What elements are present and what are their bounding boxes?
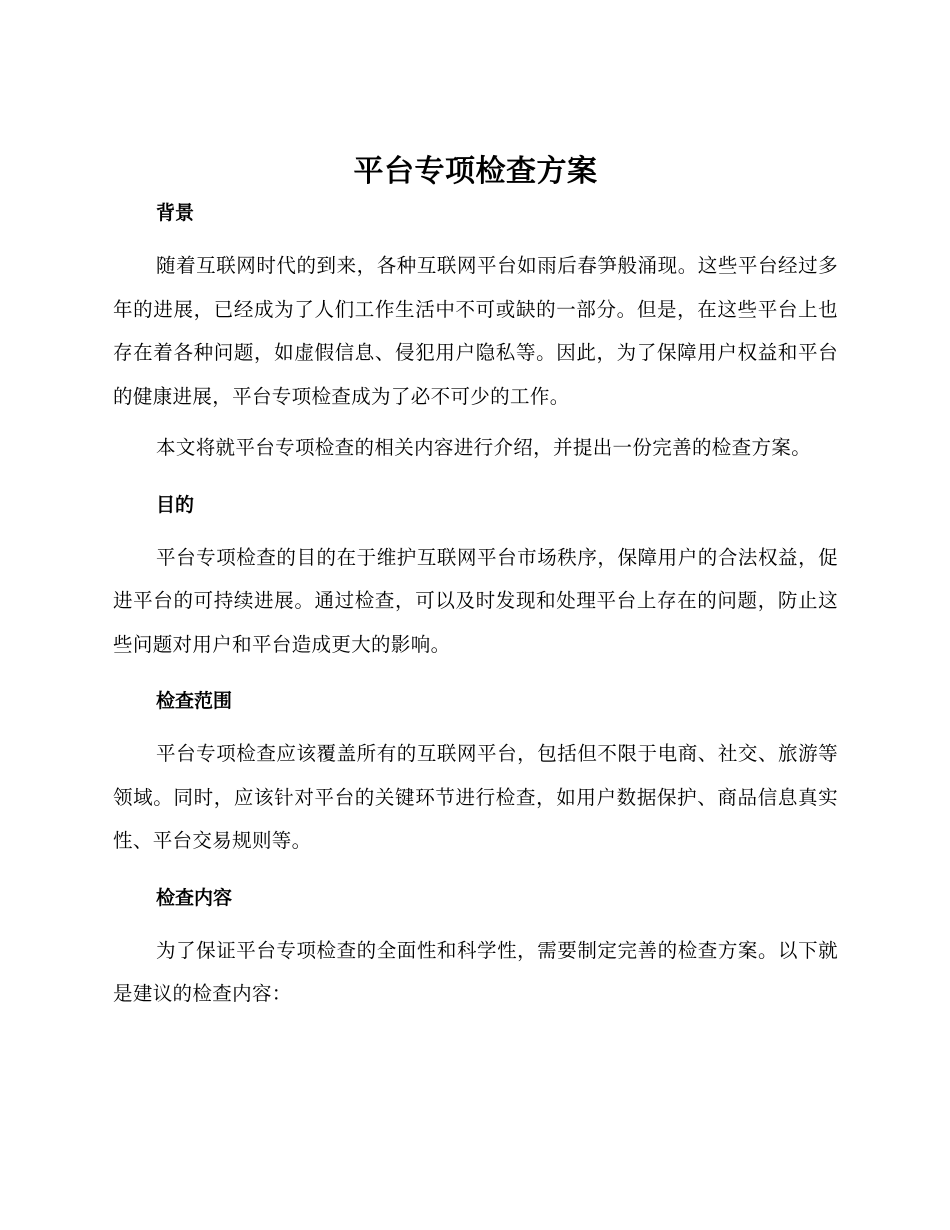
document-page <box>113 148 838 1024</box>
section-heading: 检查范围 <box>156 690 233 712</box>
section-background <box>113 198 838 470</box>
paragraph: 本文将就平台专项检查的相关内容进行介绍，并提出一份完善的检查方案。 <box>156 436 812 459</box>
paragraph: 随着互联网时代的到来，各种互联网平台如雨后春笋般涌现。这些平台经过多年的进展，已经成为了人们工作生活中不可或缺的一部分。但是，在这些平台上也存在着各种问题，如虚假信息、侵犯用户隐私等。因此，为了保障用户权益和平台的健康进展，平台专项检查成为了必不可少的工作。 <box>113 254 838 408</box>
paragraph: 平台专项检查应该覆盖所有的互联网平台，包括但不限于电商、社交、旅游等领域。同时，应该针对平台的关键环节进行检查，如用户数据保护、商品信息真实性、平台交易规则等。 <box>113 742 838 852</box>
paragraph: 为了保证平台专项检查的全面性和科学性，需要制定完善的检查方案。以下就是建议的检查内容： <box>113 938 838 1005</box>
paragraph: 平台专项检查的目的在于维护互联网平台市场秩序，保障用户的合法权益，促进平台的可持续进展。通过检查，可以及时发现和处理平台上存在的问题，防止这些问题对用户和平台造成更大的影响。 <box>113 545 838 656</box>
section-heading: 目的 <box>156 493 195 516</box>
section-scope <box>113 686 838 863</box>
document-title: 平台专项检查方案 <box>353 154 598 189</box>
section-heading: 背景 <box>156 202 195 224</box>
section-heading: 检查内容 <box>156 886 233 909</box>
section-purpose <box>113 490 838 667</box>
section-content <box>113 883 838 1016</box>
